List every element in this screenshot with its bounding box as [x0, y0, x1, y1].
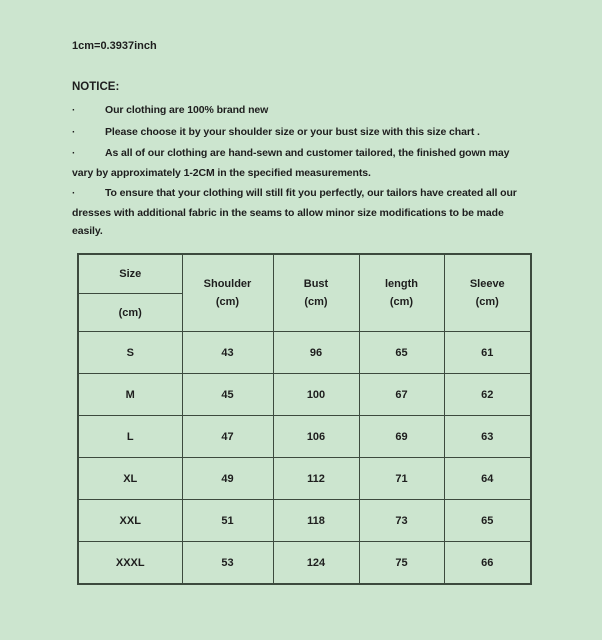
cell-shoulder: 51 [182, 500, 273, 542]
header-bust-label: Bust [303, 278, 329, 290]
notice-title: NOTICE: [72, 81, 120, 93]
cell-length: 65 [359, 332, 444, 374]
cell-bust: 100 [273, 374, 359, 416]
bullet-marker: · [72, 148, 76, 159]
cell-size: XXXL [78, 542, 182, 585]
cell-bust: 112 [273, 458, 359, 500]
header-sleeve-label: Sleeve [469, 278, 505, 290]
cell-bust: 124 [273, 542, 359, 585]
cell-bust: 96 [273, 332, 359, 374]
cell-length: 71 [359, 458, 444, 500]
header-shoulder-unit: (cm) [215, 296, 240, 308]
table-row [78, 500, 531, 542]
notice-item [72, 144, 532, 182]
table-row [78, 374, 531, 416]
bullet-marker: · [72, 188, 76, 199]
header-length-label: length [385, 278, 418, 290]
cell-sleeve: 64 [444, 458, 531, 500]
table-row [78, 458, 531, 500]
table-row [78, 542, 531, 585]
notice-item-text: As all of our clothing are hand-sewn and customer tailored, the finished gown may vary by approximately 1-2CM in the specified measurements. [72, 147, 510, 179]
cell-sleeve: 61 [444, 332, 531, 374]
unit-conversion-note: 1cm=0.3937inch [72, 40, 157, 52]
cell-shoulder: 49 [182, 458, 273, 500]
cell-size: S [78, 332, 182, 374]
table-row [78, 332, 531, 374]
header-size-label: Size [78, 254, 182, 294]
table-header-row [78, 254, 531, 294]
notice-item [72, 101, 532, 121]
header-bust [273, 254, 359, 332]
cell-bust: 118 [273, 500, 359, 542]
header-bust-unit: (cm) [304, 296, 328, 308]
cell-sleeve: 65 [444, 500, 531, 542]
bullet-marker: · [72, 126, 76, 138]
cell-length: 69 [359, 416, 444, 458]
cell-size: XXL [78, 500, 182, 542]
cell-length: 75 [359, 542, 444, 585]
cell-shoulder: 43 [182, 332, 273, 374]
cell-shoulder: 53 [182, 542, 273, 585]
cell-sleeve: 62 [444, 374, 531, 416]
header-length-unit: (cm) [389, 296, 414, 308]
header-length [359, 254, 444, 332]
notice-list [72, 101, 532, 243]
header-shoulder-label: Shoulder [203, 278, 252, 290]
header-sleeve-unit: (cm) [475, 296, 499, 308]
cell-length: 67 [359, 374, 444, 416]
cell-size: L [78, 416, 182, 458]
cell-shoulder: 47 [182, 416, 273, 458]
table-row [78, 416, 531, 458]
bullet-marker: · [72, 105, 76, 116]
notice-item [72, 123, 532, 143]
notice-item [72, 184, 532, 241]
notice-item-text: To ensure that your clothing will still fit you perfectly, our tailors have created all our dresses with additional fabric in the seams to allow minor size modifications to be made easily. [72, 187, 517, 237]
size-table [77, 253, 532, 585]
cell-size: XL [78, 458, 182, 500]
cell-sleeve: 66 [444, 542, 531, 585]
cell-length: 73 [359, 500, 444, 542]
cell-shoulder: 45 [182, 374, 273, 416]
header-sleeve [444, 254, 531, 332]
cell-bust: 106 [273, 416, 359, 458]
header-shoulder [182, 254, 273, 332]
notice-item-text: Please choose it by your shoulder size or your bust size with this size chart . [105, 125, 480, 138]
notice-item-text: Our clothing are 100% brand new [105, 104, 269, 116]
cell-size: M [78, 374, 182, 416]
cell-sleeve: 63 [444, 416, 531, 458]
header-size-unit: (cm) [78, 294, 182, 332]
